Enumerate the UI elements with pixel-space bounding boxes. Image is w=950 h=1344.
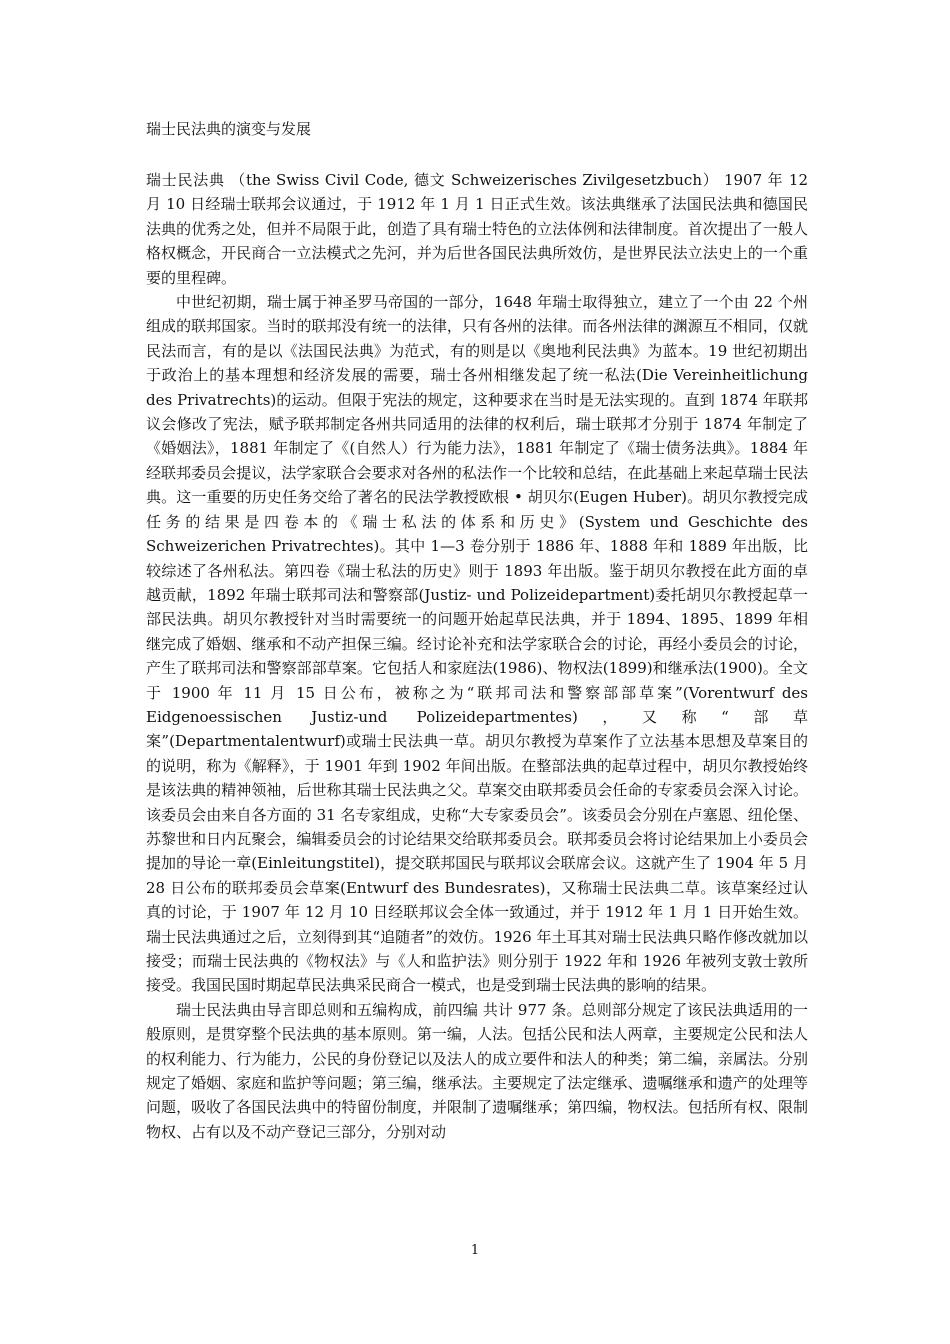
document-title: 瑞士民法典的演变与发展 (146, 120, 312, 138)
page-number: 1 (470, 1243, 480, 1258)
paragraph-intro: 瑞士民法典 （the Swiss Civil Code, 德文 Schweizerisches Zivilgesetzbuch） 1907 年 12 月 10 日经瑞士联邦会议通过，于 1912 年 1 月 1 日正式生效。该法典继承了法国民法典和德国民法典的优秀之处，但并不局限于此，创造了具有瑞士特色的立法体例和法律制度。首次提出了一般人格权概念，开民商合一立法模式之先河，并为后世各国民法典所效仿，是世界民法立法史上的一个重要的里程碑。 (146, 171, 808, 287)
paragraph-history: 中世纪初期，瑞士属于神圣罗马帝国的一部分，1648 年瑞士取得独立，建立了一个由 22 个州组成的联邦国家。当时的联邦没有统一的法律，只有各州的法律。而各州法律的渊源互不相同，仅就民法而言，有的是以《法国民法典》为范式，有的则是以《奥地利民法典》为蓝本。19 世纪初期出于政治上的基本理想和经济发展的需要，瑞士各州相继发起了统一私法(Die Vereinheitlichung des Privatrechts)的运动。但限于宪法的规定，这种要求在当时是无法实现的。直到 1874 年联邦议会修改了宪法，赋予联邦制定各州共同适用的法律的权利后，瑞士联邦才分别于 1874 年制定了《婚姻法》，1881 年制定了《(自然人）行为能力法》，1881 年制定了《瑞士债务法典》。1884 年经联邦委员会提议，法学家联合会要求对各州的私法作一个比较和总结，在此基础上来起草瑞士民法典。这一重要的历史任务交给了著名的民法学教授欧根 • 胡贝尔(Eugen Huber)。胡贝尔教授完成任务的结果是四卷本的《瑞士私法的体系和历史》(System und Geschichte des Schweizerichen Privatrechtes)。其中 1—3 卷分别于 1886 年、1888 年和 1889 年出版，比较综述了各州私法。第四卷《瑞士私法的历史》则于 1893 年出版。鉴于胡贝尔教授在此方面的卓越贡献，1892 年瑞士联邦司法和警察部(Justiz- und Polizeidepartment)委托胡贝尔教授起草一部民法典。胡贝尔教授针对当时需要统一的问题开始起草民法典，并于 1894、1895、1899 年相继完成了婚姻、继承和不动产担保三编。经讨论补充和法学家联合会的讨论，再经小委员会的讨论，产生了联邦司法和警察部部草案。它包括人和家庭法(1986)、物权法(1899)和继承法(1900)。全文于 1900 年 11 月 15 日公布，被称之为“联邦司法和警察部部草案”(Vorentwurf des Eidgenoessischen Justiz-und Polizeidepartmentes)，又称“部草案”(Departmentalentwurf)或瑞士民法典一草。胡贝尔教授为草案作了立法基本思想及草案目的的说明，称为《解释》，于 1901 年到 1902 年间出版。在整部法典的起草过程中，胡贝尔教授始终是该法典的精神领袖，后世称其瑞士民法典之父。草案交由联邦委员会任命的专家委员会深入讨论。该委员会由来自各方面的 31 名专家组成，史称“大专家委员会”。该委员会分别在卢塞恩、纽伦堡、苏黎世和日内瓦聚会，编辑委员会的讨论结果交给联邦委员会。联邦委员会将讨论结果加上小委员会提加的导论一章(Einleitungstitel)，提交联邦国民与联邦议会联席会议。这就产生了 1904 年 5 月 28 日公布的联邦委员会草案(Entwurf des Bundesrates)，又称瑞士民法典二草。该草案经过认真的讨论，于 1907 年 12 月 10 日经联邦议会全体一致通过，并于 1912 年 1 月 1 日开始生效。瑞士民法典通过之后，立刻得到其“追随者”的效仿。1926 年土耳其对瑞士民法典只略作修改就加以接受；而瑞士民法典的《物权法》与《人和监护法》则分别于 1922 年和 1926 年被列支敦士敦所接受。我国民国时期起草民法典采民商合一模式，也是受到瑞士民法典的影响的结果。 (146, 293, 808, 995)
paragraph-structure: 瑞士民法典由导言即总则和五编构成，前四编 共计 977 条。总则部分规定了该民法典适用的一般原则，是贯穿整个民法典的基本原则。第一编，人法。包括公民和法人两章，主要规定公民和法人的权利能力、行为能力，公民的身份登记以及法人的成立要件和法人的种类；第二编，亲属法。分别规定了婚姻、家庭和监护等问题；第三编，继承法。主要规定了法定继承、遗嘱继承和遗产的处理等问题，吸收了各国民法典中的特留份制度，并限制了遗嘱继承；第四编，物权法。包括所有权、限制物权、占有以及不动产登记三部分，分别对动 (146, 1000, 808, 1141)
document-body (146, 168, 808, 1144)
